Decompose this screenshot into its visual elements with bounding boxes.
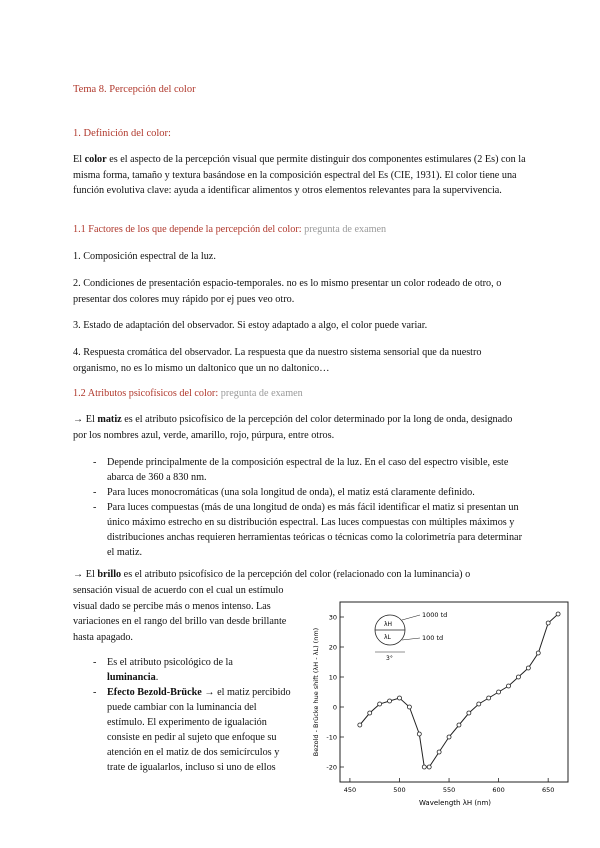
dash-marker: - bbox=[93, 657, 97, 668]
bold-term: luminancia bbox=[107, 672, 156, 683]
x-axis-label: Wavelength λH (nm) bbox=[418, 799, 492, 807]
y-tick-label: 20 bbox=[328, 643, 337, 652]
data-point bbox=[457, 723, 461, 727]
bold-term: matiz bbox=[97, 414, 122, 425]
x-tick-label: 550 bbox=[442, 786, 456, 794]
data-point bbox=[556, 612, 560, 616]
factor-item: 3. Estado de adaptación del observador. Si estoy adaptado a algo, el color puede variar. bbox=[73, 320, 428, 331]
data-point bbox=[422, 765, 426, 769]
dash-marker: - bbox=[93, 457, 97, 468]
color-definition-paragraph bbox=[73, 152, 528, 199]
legend-low: 100 td bbox=[422, 634, 444, 642]
y-tick-label: -10 bbox=[326, 733, 337, 742]
bullet-text bbox=[107, 685, 292, 775]
data-point bbox=[358, 723, 362, 727]
legend-high: 1000 td bbox=[422, 611, 448, 619]
matiz-paragraph bbox=[73, 412, 528, 443]
text-span: . bbox=[155, 672, 159, 683]
text-span: Es el atributo psicológico de la bbox=[107, 657, 233, 668]
section11-heading bbox=[73, 222, 528, 238]
dash-marker: - bbox=[93, 502, 97, 513]
y-tick-label: 0 bbox=[332, 703, 337, 712]
data-point bbox=[427, 765, 431, 769]
text-span: El bbox=[73, 154, 85, 165]
x-tick-label: 450 bbox=[343, 786, 357, 794]
exam-note: pregunta de examen bbox=[301, 224, 387, 235]
y-axis-label: Bezold - Brücke hue shift (λH - λL) (nm) bbox=[312, 627, 320, 757]
bullet-text: Para luces compuestas (más de una longitud de onda) es más fácil identificar el matiz si presentan un único máximo estrecho en su distribución espectral. Las luces compuestas con múltiples máximos y distribuciones anchas requieren herramientas teóricas o técnicas como la colorimetría para determinar el matiz. bbox=[107, 502, 522, 558]
data-point bbox=[536, 651, 540, 655]
brillo-paragraph bbox=[73, 567, 528, 583]
data-point bbox=[417, 732, 421, 736]
dash-marker: - bbox=[93, 687, 97, 698]
bullet-text bbox=[107, 655, 277, 685]
dash-marker: - bbox=[93, 487, 97, 498]
text-span: es el atributo psicofísico de la percepción del color determinado por la long de onda, designado por los nombres azul, verde, amarillo, rojo, púrpura, entre otros. bbox=[73, 414, 513, 441]
bullet-text: Depende principalmente de la composición espectral de la luz. En el caso del espectro visible, este abarca de 360 a 830 nm. bbox=[107, 457, 509, 483]
data-point bbox=[477, 702, 481, 706]
bold-term: color bbox=[84, 154, 107, 165]
y-tick-label: 30 bbox=[328, 613, 337, 622]
heading-text: 1.1 Factores de los que depende la percepción del color: bbox=[73, 224, 302, 235]
text-span: → el matiz percibido puede cambiar con la luminancia del estímulo. El experimento de igualación consiste en pedir al sujeto que enfoque su atención en el matiz de dos semicírculos y trate de igualarlos, incluso si uno de ellos bbox=[107, 687, 291, 773]
data-point bbox=[467, 711, 471, 715]
data-point bbox=[407, 705, 411, 709]
brillo-continuation: sensación visual de acuerdo con el cual un estímulo visual dado se percibe más o menos intenso. Las variaciones en el rango del brillo van desde brillante hasta apagado. bbox=[73, 585, 287, 643]
data-point bbox=[526, 666, 530, 670]
bezold-brucke-chart bbox=[310, 600, 580, 815]
data-point bbox=[368, 711, 372, 715]
y-tick-label: 10 bbox=[328, 673, 337, 682]
x-tick-label: 500 bbox=[393, 786, 406, 794]
bold-term: brillo bbox=[97, 569, 122, 580]
data-point bbox=[447, 735, 451, 739]
text-span: es el aspecto de la percepción visual que permite distinguir dos componentes estimulares (2 Es) con la misma forma, tamaño y textura basándose en la composición espectral del Es (CIE, 1931). El color tiene una función evolutiva clave: ayuda a identificar alimentos y otros elementos relevantes para la supervivencia. bbox=[73, 154, 526, 196]
x-tick-label: 650 bbox=[541, 786, 555, 794]
chart-legend bbox=[375, 611, 447, 662]
data-point bbox=[397, 696, 401, 700]
data-point bbox=[516, 675, 520, 679]
data-point bbox=[507, 684, 511, 688]
page-title: Tema 8. Percepción del color bbox=[73, 84, 196, 95]
y-ticks bbox=[326, 614, 344, 772]
factor-item: 4. Respuesta cromática del observador. La respuesta que da nuestro sistema sensorial que da nuestro organismo, no es lo mismo un daltonico que un no daltonico… bbox=[73, 347, 482, 374]
text-span: → El bbox=[73, 569, 98, 580]
factor-item: 1. Composición espectral de la luz. bbox=[73, 251, 216, 262]
data-point bbox=[388, 699, 392, 703]
x-tick-label: 600 bbox=[492, 786, 505, 794]
legend-leader bbox=[402, 638, 420, 640]
factor-item: 2. Condiciones de presentación espacio-temporales. no es lo mismo presentar un color rodeado de otro, o presentar dos colores muy rápido por ej pues veo otro. bbox=[73, 278, 502, 305]
legend-leader bbox=[402, 615, 420, 620]
text-span: es el atributo psicofísico de la percepción del color (relacionado con la luminancia) o bbox=[121, 569, 471, 580]
plot-frame bbox=[340, 602, 568, 782]
data-point bbox=[437, 750, 441, 754]
exam-note: pregunta de examen bbox=[218, 388, 303, 399]
data-point bbox=[487, 696, 491, 700]
bullet-text: Para luces monocromáticas (una sola longitud de onda), el matiz está claramente definido. bbox=[107, 487, 475, 498]
legend-upper-field: λH bbox=[384, 621, 393, 628]
text-span: → El bbox=[73, 414, 98, 425]
section1-heading: 1. Definición del color: bbox=[73, 128, 171, 139]
data-point bbox=[497, 690, 501, 694]
legend-lower-field: λL bbox=[384, 634, 391, 641]
x-ticks bbox=[344, 778, 555, 794]
legend-size: 3° bbox=[386, 655, 393, 662]
data-point bbox=[378, 702, 382, 706]
section12-heading bbox=[73, 386, 528, 402]
heading-text: 1.2 Atributos psicofísicos del color: bbox=[73, 388, 219, 399]
y-tick-label: -20 bbox=[326, 763, 337, 772]
bold-term: Efecto Bezold-Brücke bbox=[107, 687, 202, 698]
data-point bbox=[546, 621, 550, 625]
